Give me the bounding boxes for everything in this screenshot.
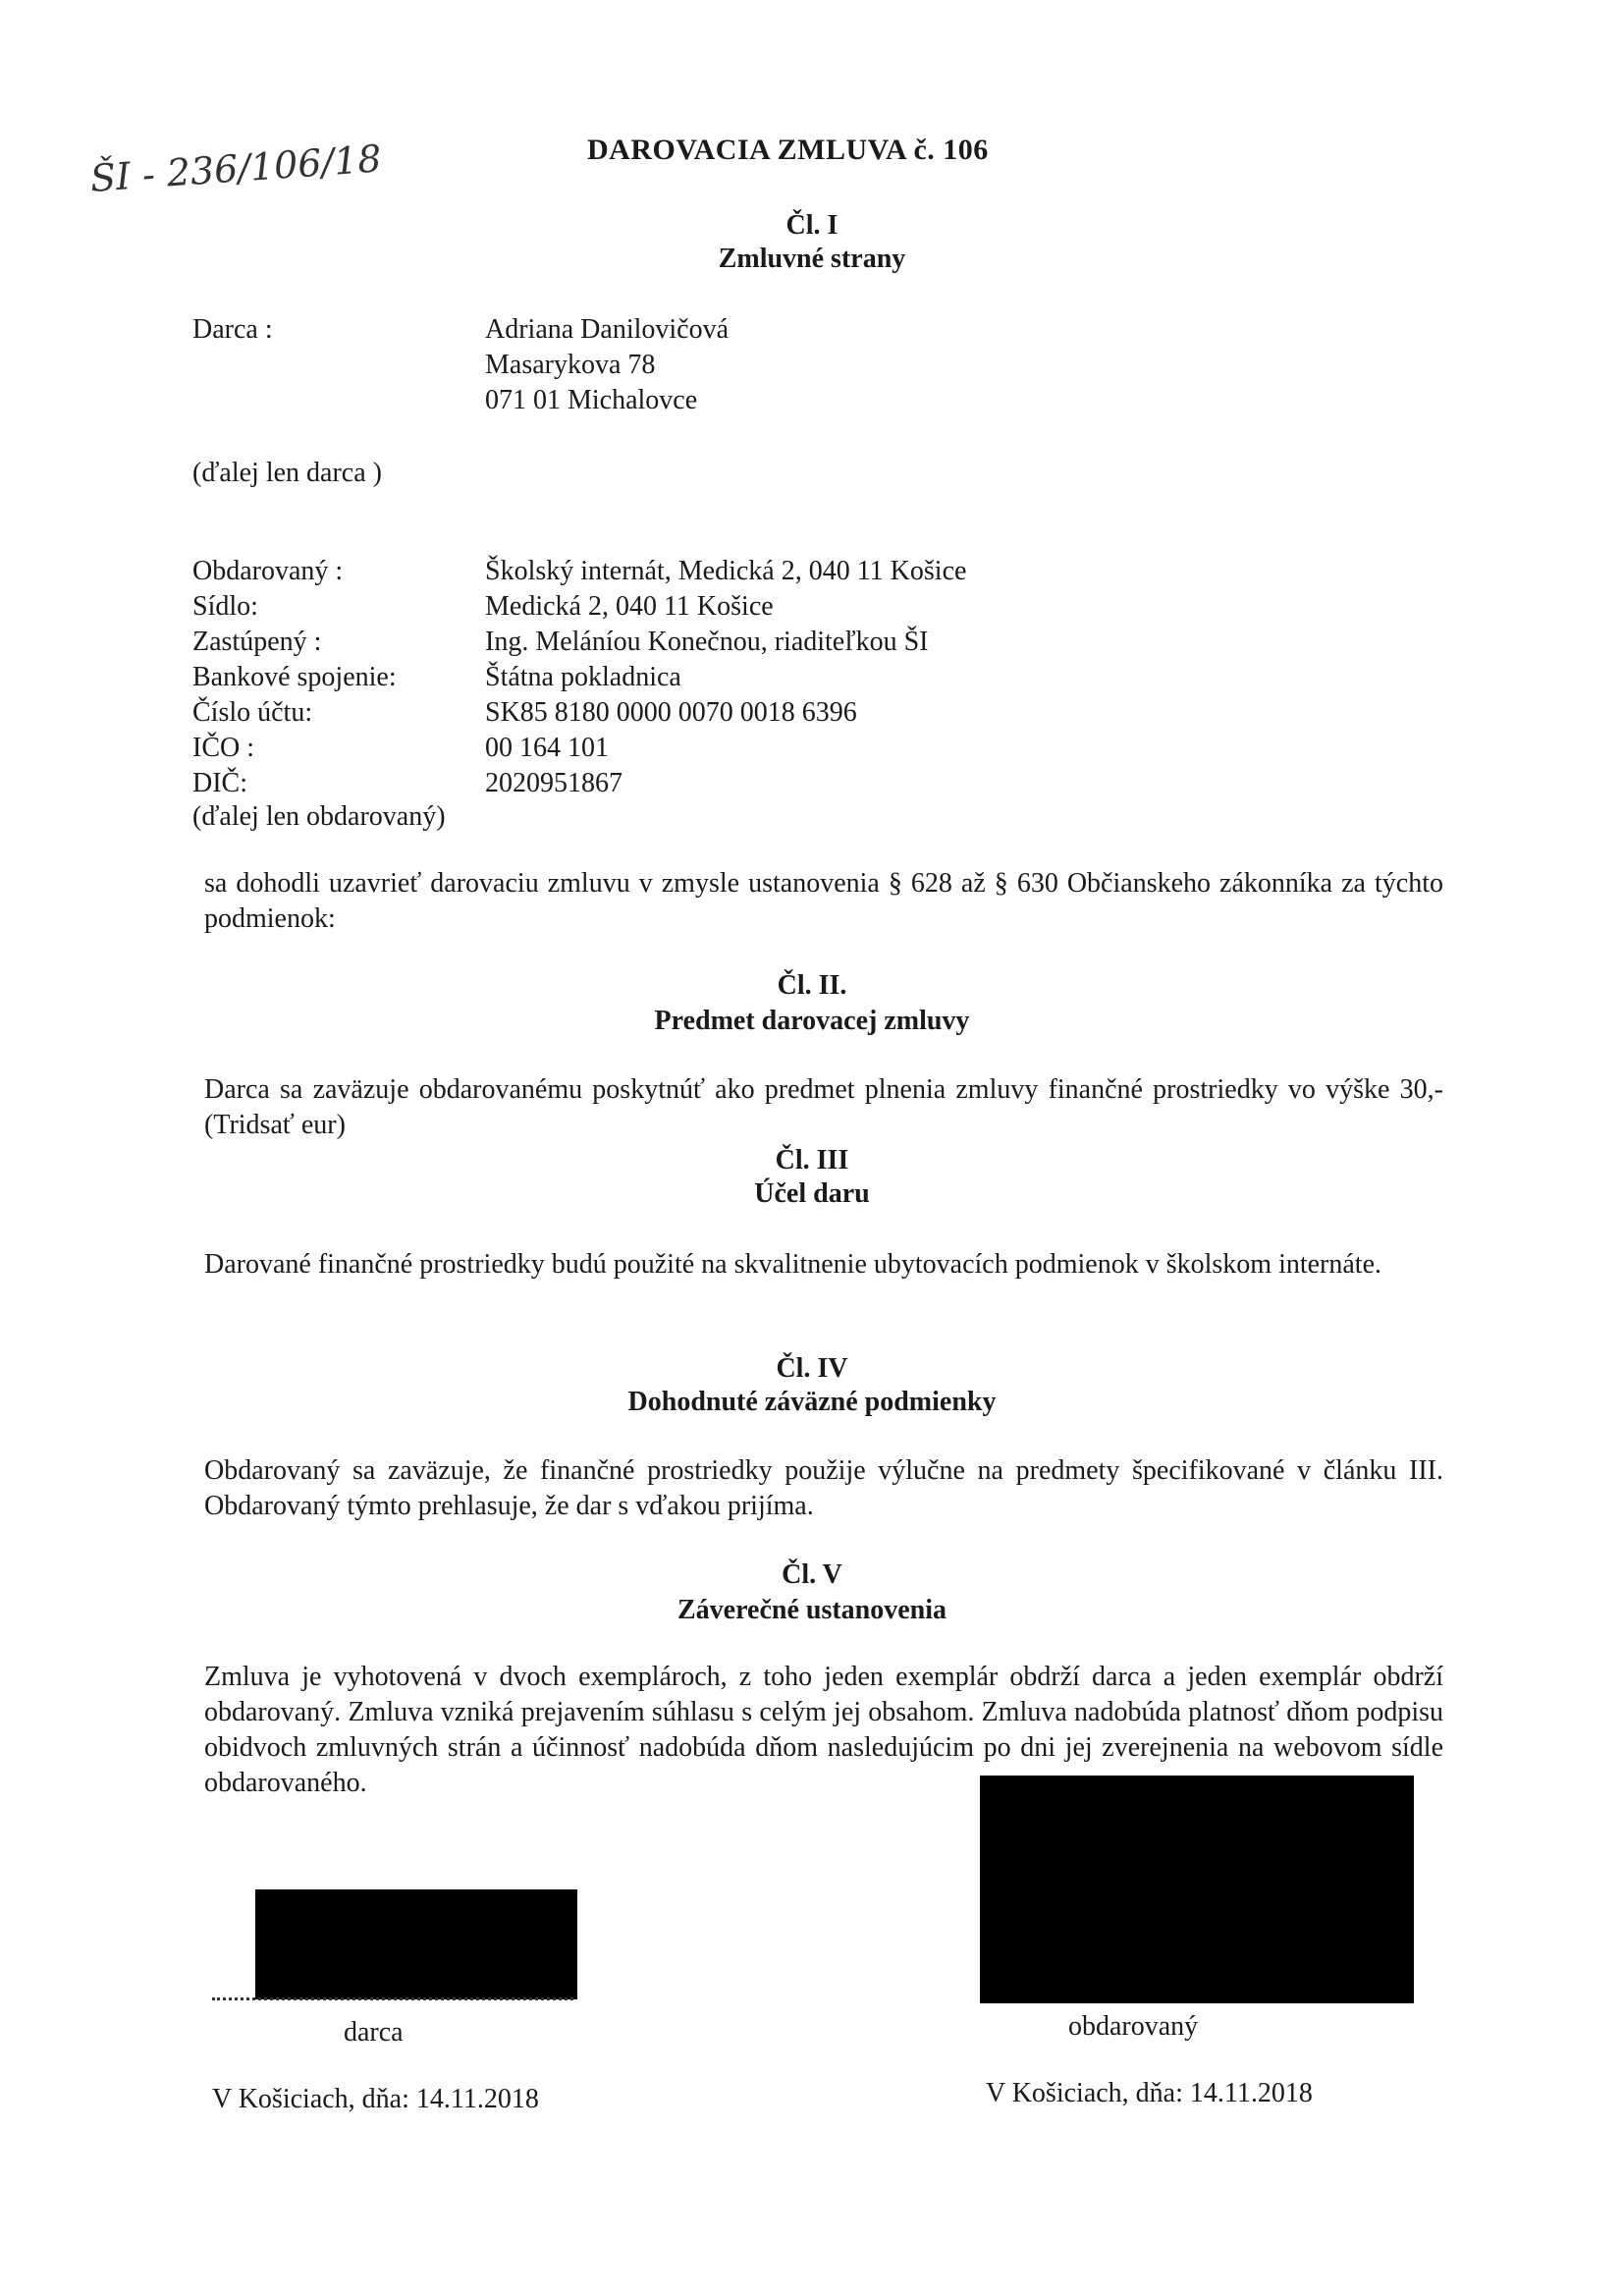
recipient-row-label: Číslo účtu: xyxy=(192,697,313,728)
art5-paragraph: Zmluva je vyhotovená v dvoch exemplároch, z toho jeden exemplár obdrží darca a jeden exemplár obdrží obdarovaný. Zmluva vzniká prejavením súhlasu s celým jej obsahom. Zmluva nadobúda platnosť dňom podpisu obidvoch zmluvných strán a účinnosť nadobúda dňom nasledujúcim po dni jej zverejnenia na webovom sídle obdarovaného. xyxy=(204,1662,1443,1798)
donor-street: Masarykova 78 xyxy=(485,350,656,380)
recipient-row-label: Zastúpený : xyxy=(192,627,322,657)
donor-signature-label: darca xyxy=(344,2017,404,2048)
art1-number: Čl. I xyxy=(785,210,839,241)
recipient-row-value: 2020951867 xyxy=(485,768,622,798)
donor-signature-line xyxy=(212,1997,573,2000)
art3-number: Čl. III xyxy=(775,1145,849,1175)
handwritten-reference-number: ŠI - 236/106/18 xyxy=(88,137,383,200)
recipient-place-date: V Košiciach, dňa: 14.11.2018 xyxy=(986,2078,1313,2108)
recipient-row-label: Sídlo: xyxy=(192,591,258,622)
art5-number: Čl. V xyxy=(782,1559,842,1590)
recipient-row-value: Ing. Meláníou Konečnou, riaditeľkou ŠI xyxy=(485,627,929,657)
art2-paragraph: Darca sa zaväzuje obdarovanému poskytnúť ako predmet plnenia zmluvy finančné prostriedky vo výške 30,- (Tridsať eur) xyxy=(204,1074,1443,1140)
recipient-row-value: Štátna pokladnica xyxy=(485,662,681,692)
recipient-row-label: Obdarovaný : xyxy=(192,556,344,586)
document-title: DAROVACIA ZMLUVA č. 106 xyxy=(587,134,989,166)
art3-heading: Účel daru xyxy=(754,1178,870,1209)
art1-heading: Zmluvné strany xyxy=(718,244,906,274)
donor-signature-redaction xyxy=(255,1889,577,1999)
donor-name: Adriana Danilovičová xyxy=(485,314,730,345)
recipient-signature-label: obdarovaný xyxy=(1068,2011,1199,2042)
recipient-row-value: Medická 2, 040 11 Košice xyxy=(485,591,774,622)
recipient-row-label: IČO : xyxy=(192,733,254,763)
art5-heading: Záverečné ustanovenia xyxy=(676,1595,947,1625)
recipient-alias: (ďalej len obdarovaný) xyxy=(192,801,446,832)
donor-city: 071 01 Michalovce xyxy=(485,385,698,415)
recipient-row-value: Školský internát, Medická 2, 040 11 Košice xyxy=(485,556,967,586)
art4-paragraph: Obdarovaný sa zaväzuje, že finančné prostriedky použije výlučne na predmety špecifikované v článku III. Obdarovaný týmto prehlasuje, že dar s vďakou prijíma. xyxy=(204,1455,1443,1521)
recipient-signature-redaction xyxy=(980,1776,1414,2003)
intro-paragraph: sa dohodli uzavrieť darovaciu zmluvu v zmysle ustanovenia § 628 až § 630 Občianskeho zákonníka za týchto podmienok: xyxy=(204,868,1443,934)
recipient-row-label: DIČ: xyxy=(192,768,247,798)
donor-place-date: V Košiciach, dňa: 14.11.2018 xyxy=(212,2084,539,2114)
recipient-row-label: Bankové spojenie: xyxy=(192,662,397,692)
art4-heading: Dohodnuté záväzné podmienky xyxy=(627,1387,997,1417)
art3-paragraph: Darované finančné prostriedky budú použité na skvalitnenie ubytovacích podmienok v školskom internáte. xyxy=(204,1249,1382,1280)
donor-label: Darca : xyxy=(192,314,273,345)
art4-number: Čl. IV xyxy=(776,1353,848,1384)
art2-heading: Predmet darovacej zmluvy xyxy=(654,1006,970,1036)
recipient-row-value: SK85 8180 0000 0070 0018 6396 xyxy=(485,697,857,728)
recipient-row-value: 00 164 101 xyxy=(485,733,609,763)
donor-alias: (ďalej len darca ) xyxy=(192,458,382,488)
art2-number: Čl. II. xyxy=(777,970,847,1001)
